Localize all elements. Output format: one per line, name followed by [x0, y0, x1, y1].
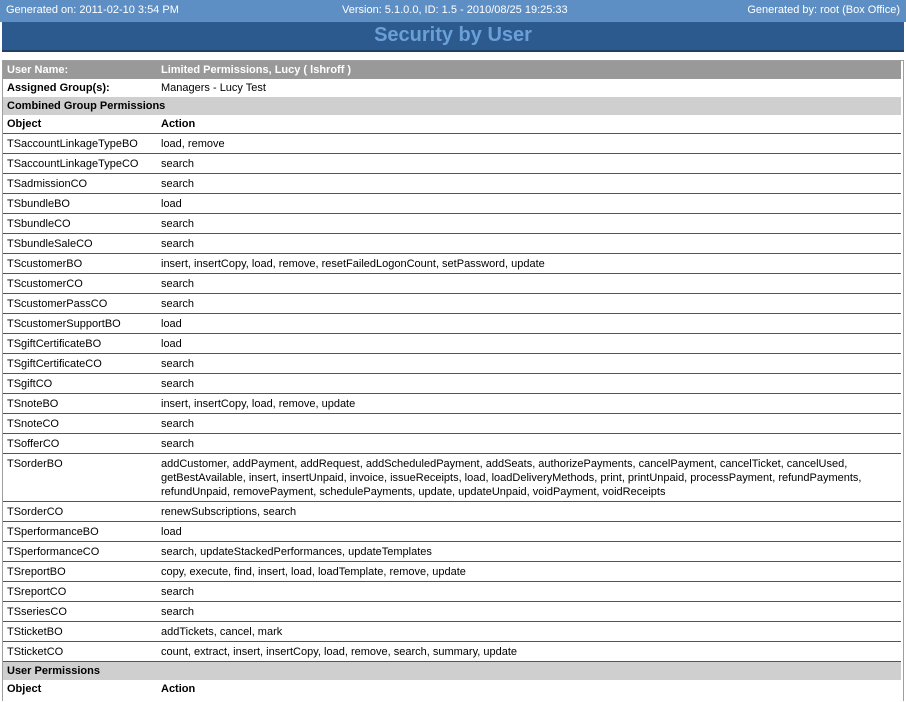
action-cell: search — [157, 294, 901, 314]
action-cell: insert, insertCopy, load, remove, resetFailedLogonCount, setPassword, update — [157, 254, 901, 274]
action-cell: search — [157, 234, 901, 254]
action-cell: search — [157, 354, 901, 374]
user-permissions-label: User Permissions — [3, 662, 901, 681]
table-row — [3, 414, 901, 434]
table-row — [3, 174, 901, 194]
table-row — [3, 334, 901, 354]
object-cell: TSgiftCertificateBO — [3, 334, 157, 354]
table-row — [3, 542, 901, 562]
user-permissions-section — [3, 662, 901, 681]
object-cell: TSorderCO — [3, 502, 157, 522]
action-cell: search — [157, 602, 901, 622]
object-cell: TScustomerSupportBO — [3, 314, 157, 334]
action-cell: load — [157, 334, 901, 354]
user-name-label: User Name: — [3, 61, 157, 79]
version-text: Version: 5.1.0.0, ID: 1.5 - 2010/08/25 19:25:33 — [342, 4, 568, 16]
table-row — [3, 434, 901, 454]
action-cell: search — [157, 214, 901, 234]
action-cell: load, remove — [157, 134, 901, 154]
action-cell: count, extract, insert, insertCopy, load, remove, search, summary, update — [157, 642, 901, 662]
table-row — [3, 622, 901, 642]
object-cell: TSticketBO — [3, 622, 157, 642]
object-cell: TSseriesCO — [3, 602, 157, 622]
combined-permissions-label: Combined Group Permissions — [3, 97, 901, 115]
table-row — [3, 354, 901, 374]
table-row — [3, 502, 901, 522]
combined-permissions-rows — [3, 134, 901, 662]
table-row — [3, 562, 901, 582]
action-cell: load — [157, 194, 901, 214]
user-name-row — [3, 61, 901, 79]
table-row — [3, 602, 901, 622]
action-cell: search — [157, 582, 901, 602]
action-cell: addTickets, cancel, mark — [157, 622, 901, 642]
object-cell: TSreportBO — [3, 562, 157, 582]
object-cell: TSnoteCO — [3, 414, 157, 434]
object-cell: TSgiftCO — [3, 374, 157, 394]
action-cell: search — [157, 174, 901, 194]
action-cell: search — [157, 434, 901, 454]
report-frame — [2, 60, 904, 701]
table-row — [3, 374, 901, 394]
action-cell: search, updateStackedPerformances, updateTemplates — [157, 542, 901, 562]
action-cell: insert, insertCopy, load, remove, update — [157, 394, 901, 414]
object-cell: TSreportCO — [3, 582, 157, 602]
table-row — [3, 154, 901, 174]
object-cell: TSbundleCO — [3, 214, 157, 234]
object-cell: TSperformanceCO — [3, 542, 157, 562]
object-cell: TSbundleSaleCO — [3, 234, 157, 254]
object-cell: TSperformanceBO — [3, 522, 157, 542]
table-row — [3, 214, 901, 234]
table-row — [3, 274, 901, 294]
action-cell: addCustomer, addPayment, addRequest, addScheduledPayment, addSeats, authorizePayments, cancelPayment, cancelTicket, cancelUsed, getBestAvailable, insert, insertUnpaid, invoice, issueReceipts, load, loadDeliveryMethods, print, printUnpaid, processPayment, refundPayments, refundUnpaid, removePayment, schedulePayments, update, updateUnpaid, voidPayment, voidReceipts — [157, 454, 901, 502]
object-cell: TSgiftCertificateCO — [3, 354, 157, 374]
table-row — [3, 522, 901, 542]
combined-permissions-section — [3, 97, 901, 115]
action-cell: search — [157, 154, 901, 174]
action-cell: copy, execute, find, insert, load, loadTemplate, remove, update — [157, 562, 901, 582]
action-cell: renewSubscriptions, search — [157, 502, 901, 522]
action-cell: load — [157, 314, 901, 334]
table-row — [3, 314, 901, 334]
action-cell: search — [157, 414, 901, 434]
action-column-header: Action — [157, 115, 901, 134]
generated-on-text: Generated on: 2011-02-10 3:54 PM — [6, 4, 179, 16]
table-row — [3, 394, 901, 414]
object-cell: TSadmissionCO — [3, 174, 157, 194]
object-cell: TSaccountLinkageTypeCO — [3, 154, 157, 174]
object-cell: TSaccountLinkageTypeBO — [3, 134, 157, 154]
table-row — [3, 294, 901, 314]
table-row — [3, 194, 901, 214]
table-row — [3, 234, 901, 254]
table-row — [3, 582, 901, 602]
object-column-header: Object — [3, 115, 157, 134]
object-cell: TScustomerBO — [3, 254, 157, 274]
action-cell: search — [157, 274, 901, 294]
user-object-column-header: Object — [7, 683, 42, 695]
assigned-groups-label: Assigned Group(s): — [7, 82, 110, 94]
object-cell: TScustomerPassCO — [3, 294, 157, 314]
security-table — [3, 61, 901, 698]
object-cell: TSorderBO — [3, 454, 157, 502]
assigned-groups-row — [3, 79, 901, 97]
page-title: Security by User — [374, 24, 532, 46]
object-cell: TSofferCO — [3, 434, 157, 454]
table-row — [3, 642, 901, 662]
user-column-headers — [3, 680, 901, 698]
generated-by-text: Generated by: root (Box Office) — [747, 4, 900, 16]
object-cell: TScustomerCO — [3, 274, 157, 294]
combined-column-headers — [3, 115, 901, 134]
table-row — [3, 134, 901, 154]
object-cell: TSbundleBO — [3, 194, 157, 214]
assigned-groups-value: Managers - Lucy Test — [161, 82, 266, 94]
table-row — [3, 454, 901, 502]
title-bar — [2, 22, 904, 52]
action-cell: search — [157, 374, 901, 394]
action-cell: load — [157, 522, 901, 542]
report-header-bar — [0, 0, 906, 22]
user-name-value: Limited Permissions, Lucy ( lshroff ) — [157, 61, 901, 79]
table-row — [3, 254, 901, 274]
object-cell: TSnoteBO — [3, 394, 157, 414]
object-cell: TSticketCO — [3, 642, 157, 662]
user-action-column-header: Action — [161, 683, 196, 695]
